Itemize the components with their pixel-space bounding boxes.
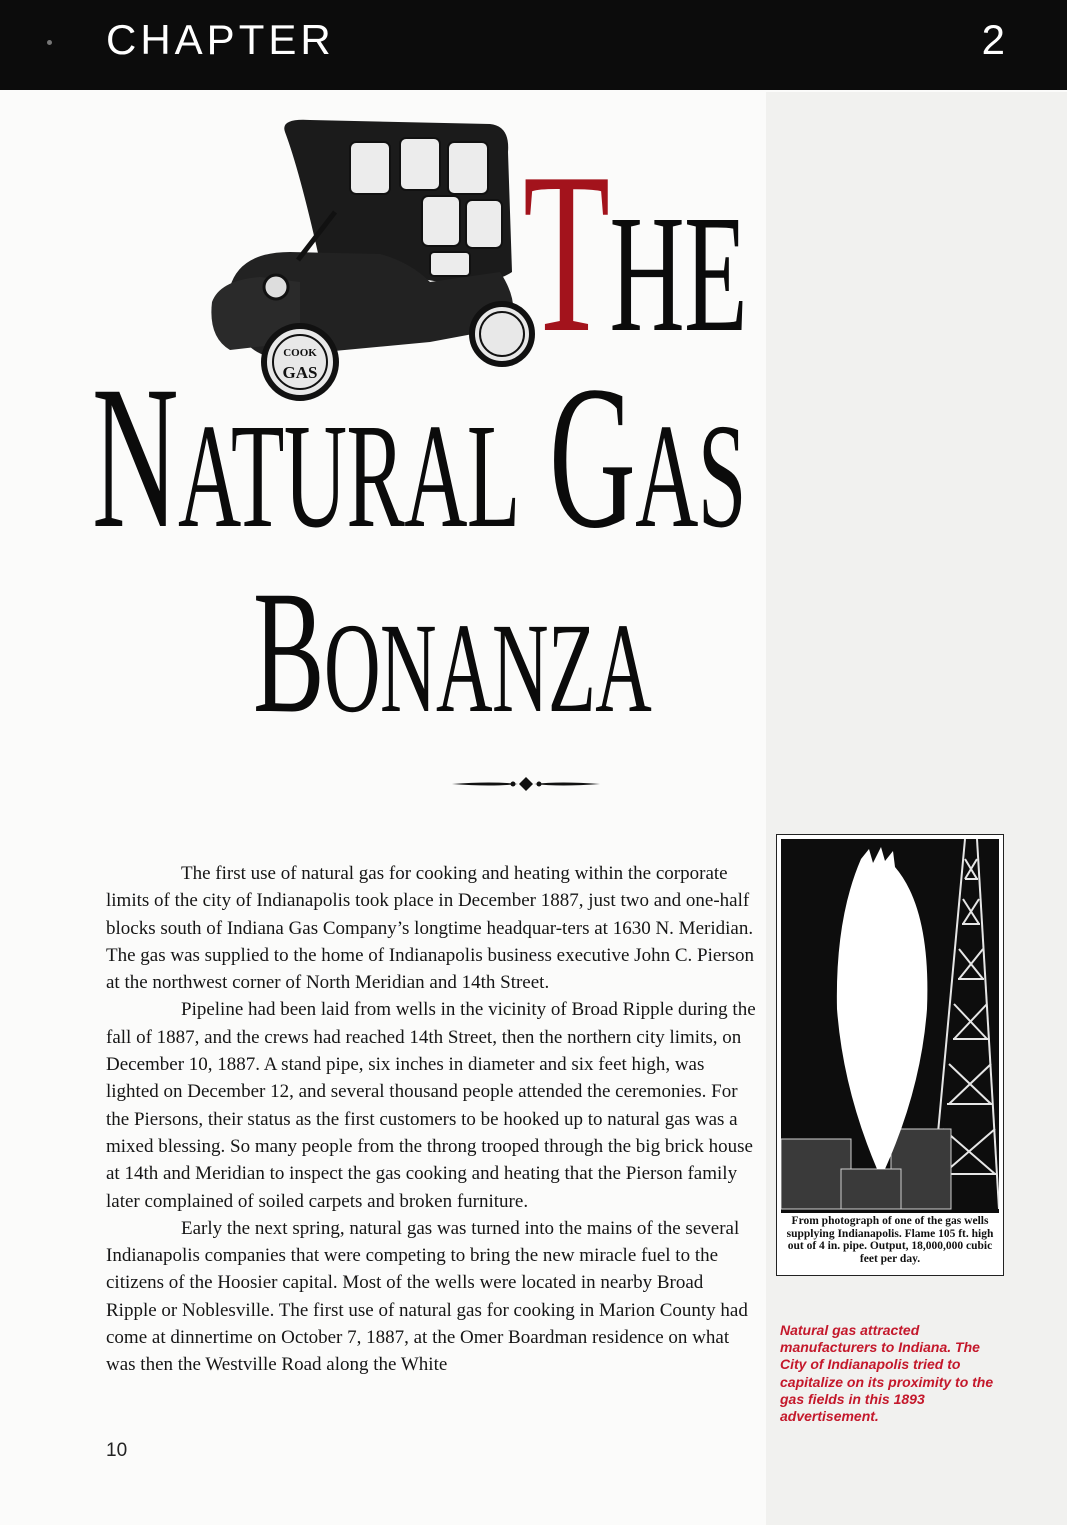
paragraph-1: The first use of natural gas for cooking and heating within the corporate limits of the city of Indianapolis took place in December 1887, just two and one-half blocks south of Indiana Gas Company’s longtime headquar-ters at 1630 N. Meridian. The gas was supplied to the home of Indianapolis business executive John C. Pierson at the northwest corner of North Meridian and 14th Street.	[106, 863, 755, 994]
gas-well-photo	[776, 834, 1004, 1276]
title-natural-rest: TURAL	[230, 394, 520, 559]
side-caption: Natural gas attracted manufacturers to Indiana. The City of Indianapolis tried to capitalize on its proximity to the gas fields in this 1893 advertisement.	[780, 1322, 994, 1425]
right-column-background	[766, 92, 1067, 1525]
paragraph-3: Early the next spring, natural gas was turned into the mains of the several Indianapolis companies that were competing to bring the new miracle fuel to the citizens of the Hoosier capital. Most of the wells were located in nearby Broad Ripple or Noblesville. The first use of natural gas for cooking in Marion County had come at dinnertime on October 7, 1887, at the Omer Boardman residence on what was then the Westville Road along the White	[106, 1217, 748, 1376]
chapter-number: 2	[981, 16, 1005, 63]
article-body	[106, 860, 758, 1379]
car-sign-top: COOK	[283, 347, 317, 359]
photo-caption: From photograph of one of the gas wells supplying Indianapolis. Flame 105 ft. high out of 4 in. pipe. Output, 18,000,000 cubic feet per day.	[779, 1213, 1001, 1265]
chapter-label: CHAPTER	[106, 16, 335, 63]
title-gas-cap: G	[549, 344, 636, 571]
gas-flame-illustration	[781, 839, 999, 1245]
paragraph-2: Pipeline had been laid from wells in the vicinity of Broad Ripple during the fall of 1887, and the crews had reached 14th Street, then the northern city limits, on December 10, 1887. A stand pipe, six inches in diameter and six feet high, was lighted on December 12, and several thousand people attended the ceremonies. For the Piersons, their status as the first customers to be hooked up to natural gas was a mixed blessing. So many people from the throng trooped through the big brick house at 14th and Meridian to inspect the gas cooking and heating that the Pierson family later complained of soiled carpets and broken furniture.	[106, 999, 756, 1212]
divider-ornament	[452, 776, 600, 792]
chapter-header-bar	[0, 0, 1067, 90]
title-the-rest: HE	[609, 181, 748, 367]
title-natural-a: A	[178, 394, 231, 559]
title-drop-cap: T	[523, 125, 610, 380]
page-number: 10	[106, 1440, 128, 1461]
title-natural-cap: N	[92, 344, 179, 571]
title-line-3	[253, 555, 652, 756]
title-bonanza-cap: B	[253, 555, 324, 750]
bullet-dot-icon	[47, 40, 52, 45]
title-bonanza-rest: ONANZA	[323, 597, 652, 739]
car-sign-bottom: GAS	[282, 363, 318, 382]
title-gas-rest: AS	[635, 394, 746, 559]
